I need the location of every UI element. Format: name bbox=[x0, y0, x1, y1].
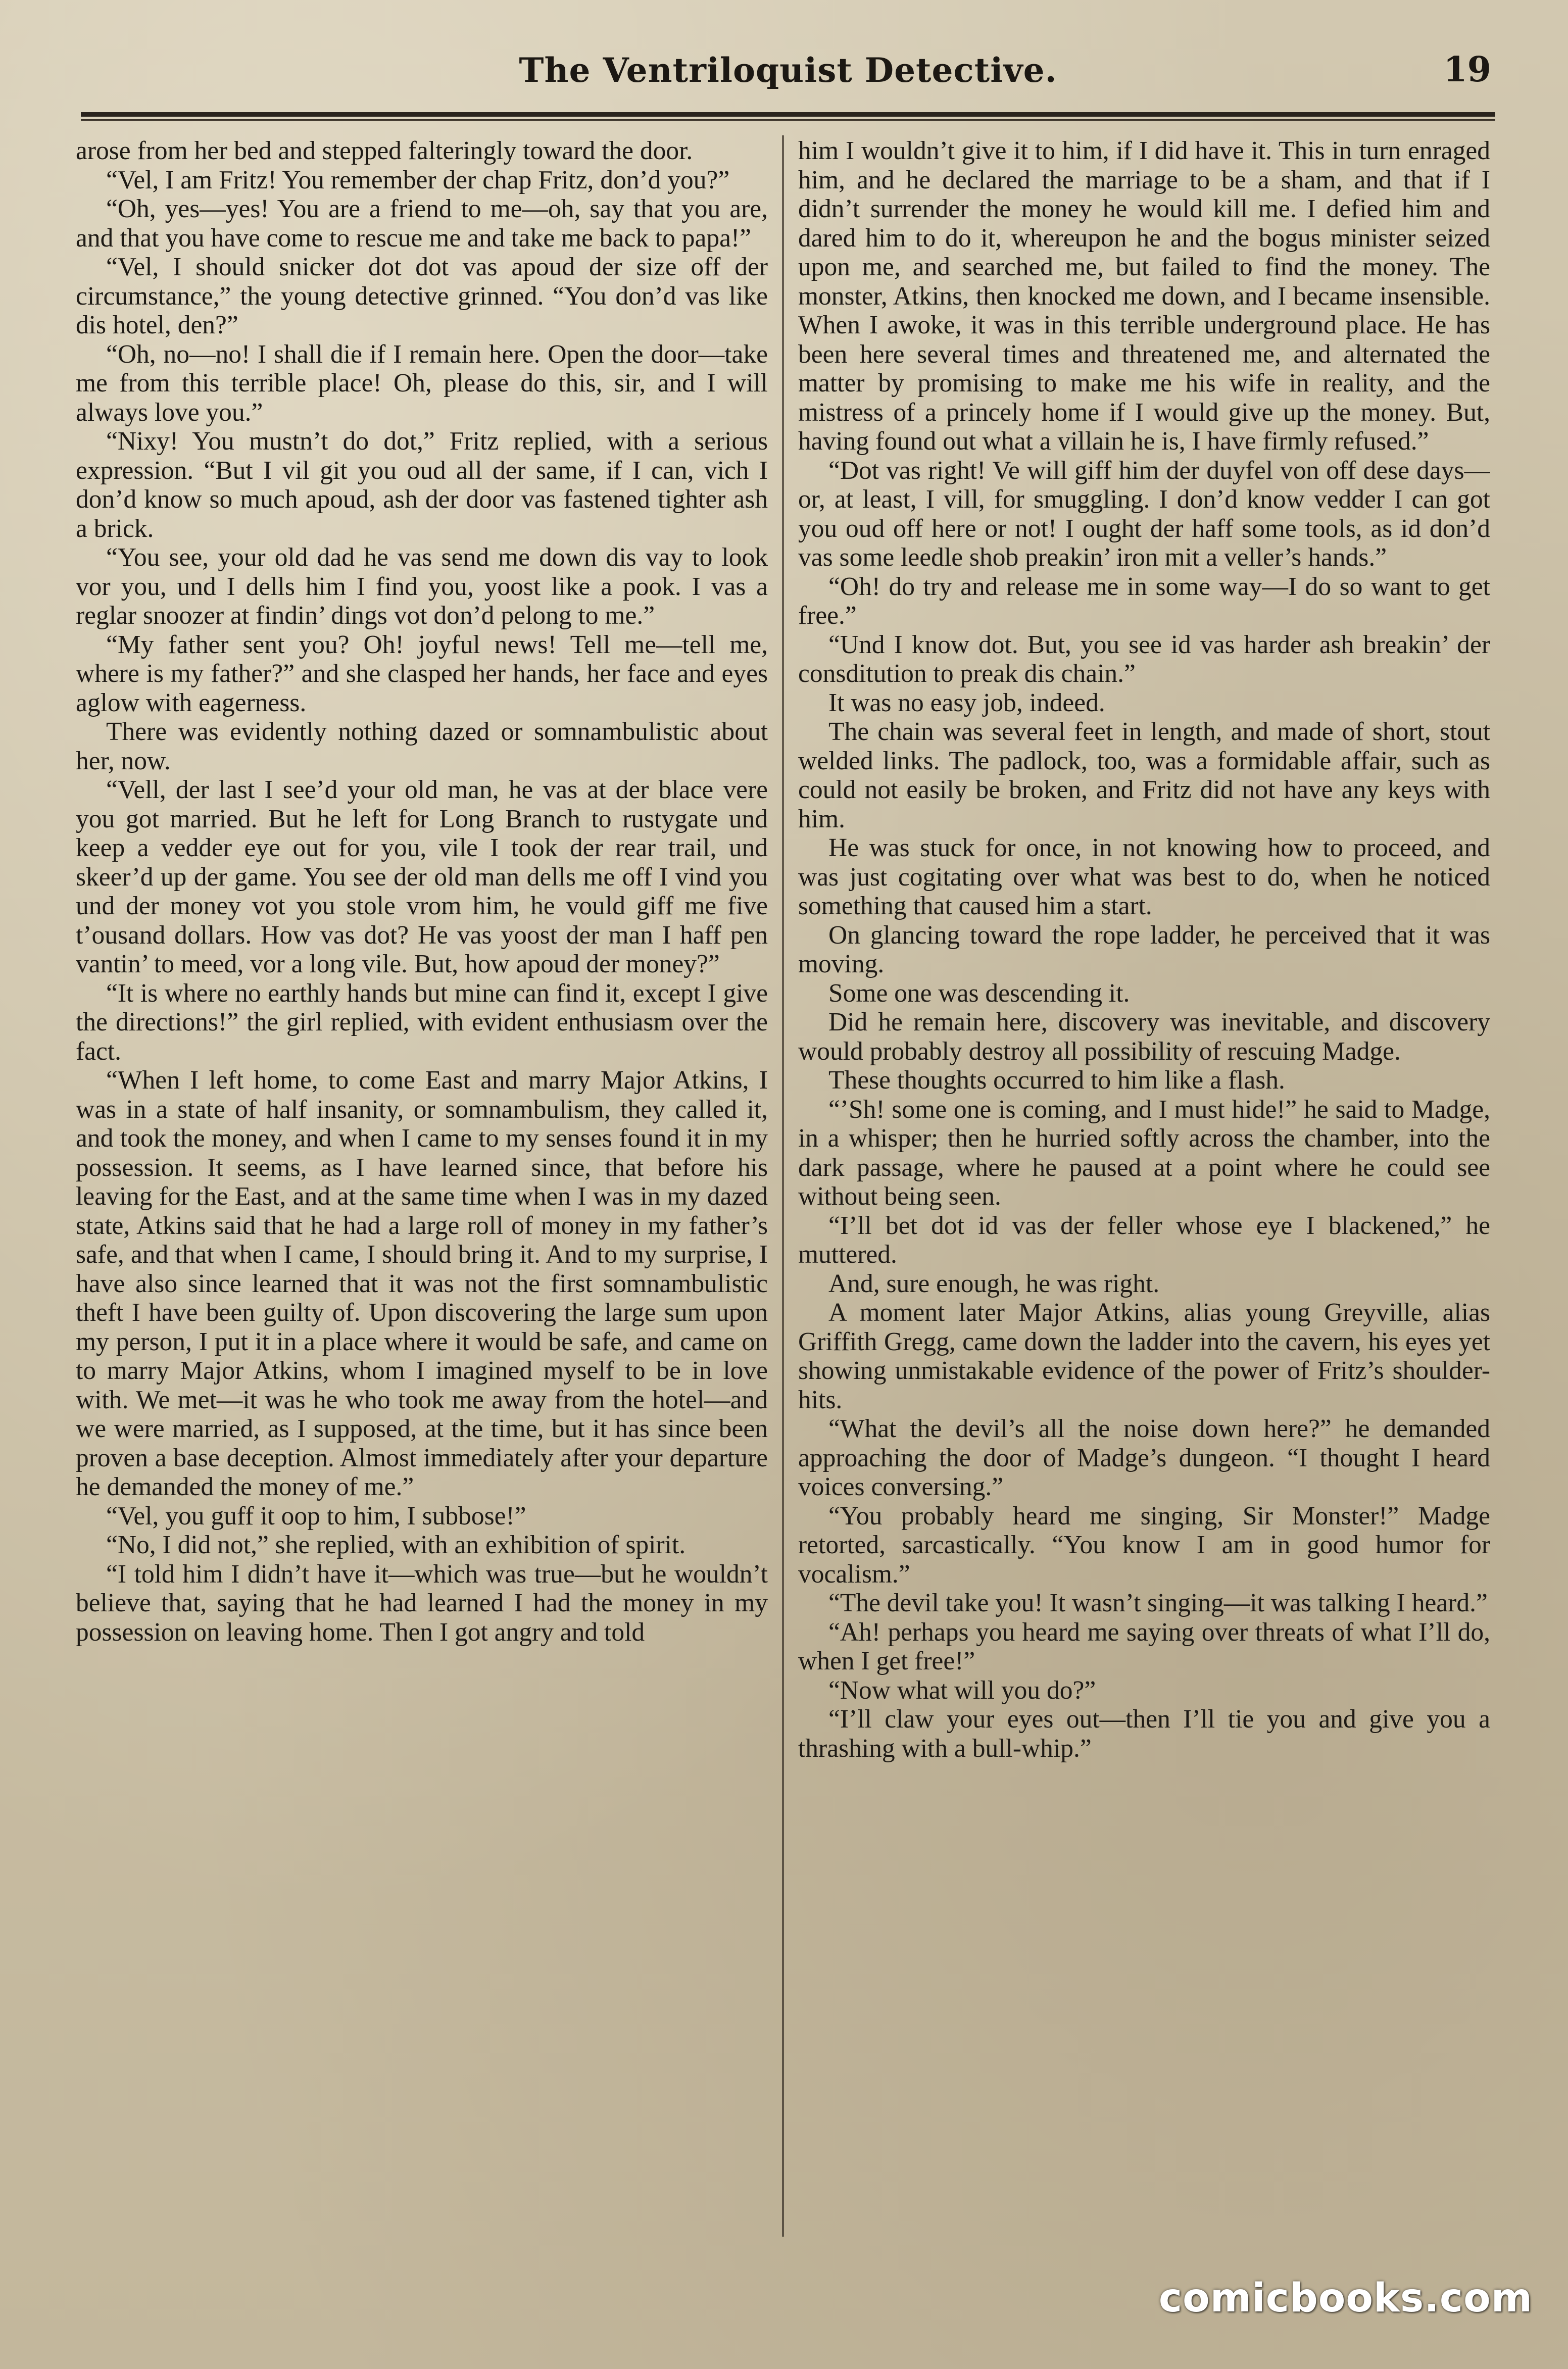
paragraph: The chain was several feet in length, and made of short, stout welded links. The padlock, too, was a formidable affair, such as could not easily be broken, and Fritz did not have any keys with him. bbox=[798, 717, 1490, 833]
paragraph: “When I left home, to come East and marry Major Atkins, I was in a state of half insanity, or somnambulism, they called it, and took the money, and when I came to my senses found it in my possession. It seems, as I have learned since, that before his leaving for the East, and at the same time when I was in my dazed state, Atkins said that he had a large roll of money in my father’s safe, and that when I came, I should bring it. And to my surprise, I have also since learned that it was not the first somnambulistic theft I have been guilty of. Upon discovering the large sum upon my person, I put it in a place where it would be safe, and came on to marry Major Atkins, whom I imagined myself to be in love with. We met—it was he who took me away from the hotel—and we were married, as I supposed, at the time, but it has since been proven a base deception. Almost immediately after your departure he demanded the money of me.” bbox=[76, 1066, 768, 1501]
paragraph: “Nixy! You mustn’t do dot,” Fritz replied, with a serious expression. “But I vil git you oud all der same, if I can, vich I don’d know so much apoud, ash der door vas fastened tighter ash a brick. bbox=[76, 427, 768, 543]
paragraph: “Oh! do try and release me in some way—I do so want to get free.” bbox=[798, 572, 1490, 630]
paragraph: “’Sh! some one is coming, and I must hide!” he said to Madge, in a whisper; then he hurried softly across the chamber, into the dark passage, where he paused at a point where he could see without being seen. bbox=[798, 1095, 1490, 1211]
paragraph: “Oh, no—no! I shall die if I remain here. Open the door—take me from this terrible place! Oh, please do this, sir, and I will always love you.” bbox=[76, 339, 768, 427]
paragraph: “I told him I didn’t have it—which was true—but he wouldn’t believe that, saying that he had learned I had the money in my possession on leaving home. Then I got angry and told bbox=[76, 1559, 768, 1647]
running-header bbox=[81, 45, 1495, 111]
paragraph: “The devil take you! It wasn’t singing—it was talking I heard.” bbox=[828, 1589, 1488, 1617]
paragraph: “It is where no earthly hands but mine can find it, except I give the directions!” the girl replied, with evident enthusiasm over the fact. bbox=[76, 978, 768, 1066]
paragraph: “My father sent you? Oh! joyful news! Tell me—tell me, where is my father?” and she clasped her hands, her face and eyes aglow with eagerness. bbox=[76, 630, 768, 717]
paragraph: These thoughts occurred to him like a flash. bbox=[828, 1066, 1285, 1095]
paragraph: “What the devil’s all the noise down here?” he demanded approaching the door of Madge’s dungeon. “I thought I heard voices conversing.” bbox=[798, 1414, 1490, 1501]
paragraph: “You see, your old dad he vas send me down dis vay to look vor you, und I dells him I find you, yoost like a pook. I vas a reglar snoozer at findin’ dings vot don’d pelong to me.” bbox=[76, 543, 768, 630]
paragraph: “I’ll claw your eyes out—then I’ll tie you and give you a thrashing with a bull-whip.” bbox=[798, 1705, 1490, 1763]
paragraph: “Vell, der last I see’d your old man, he vas at der blace vere you got married. But he left for Long Branch to rustygate und keep a vedder eye out for you, vile I took der rear trail, und skeer’d up der game. You see der old man dells me off I vind you und der money vot you stole vrom him, he vould giff me five t’ousand dollars. How vas dot? He vas yoost der man I haff pen vantin’ to meed, vor a long vile. But, how apoud der money?” bbox=[76, 775, 768, 978]
paragraph: “Und I know dot. But, you see id vas harder ash breakin’ der consditution to preak dis chain.” bbox=[798, 630, 1490, 688]
paragraph: It was no easy job, indeed. bbox=[828, 688, 1105, 717]
paragraph: “Vel, I am Fritz! You remember der chap Fritz, don’d you?” bbox=[106, 165, 730, 194]
paragraph: “Vel, you guff it oop to him, I subbose!” bbox=[106, 1501, 526, 1531]
paragraph: Some one was descending it. bbox=[828, 978, 1130, 1008]
paragraph: “Now what will you do?” bbox=[828, 1675, 1096, 1705]
left-column bbox=[76, 136, 768, 2238]
column-divider bbox=[782, 135, 784, 2237]
paragraph: Did he remain here, discovery was inevitable, and discovery would probably destroy all possibility of rescuing Madge. bbox=[798, 1008, 1490, 1066]
running-title: The Ventriloquist Detective. bbox=[519, 51, 1057, 90]
paragraph: “You probably heard me singing, Sir Monster!” Madge retorted, sarcastically. “You know I am in good humor for vocalism.” bbox=[798, 1501, 1490, 1589]
paragraph: “I’ll bet dot id vas der feller whose eye I blackened,” he muttered. bbox=[798, 1211, 1490, 1269]
paragraph: arose from her bed and stepped falteringly toward the door. bbox=[76, 136, 693, 165]
header-rule bbox=[81, 112, 1495, 117]
paragraph: “Vel, I should snicker dot dot vas apoud der size off der circumstance,” the young detective grinned. “You don’d vas like dis hotel, den?” bbox=[76, 253, 768, 339]
paragraph: “No, I did not,” she replied, with an exhibition of spirit. bbox=[106, 1531, 686, 1559]
header-rule-thin bbox=[81, 119, 1495, 121]
paragraph: There was evidently nothing dazed or somnambulistic about her, now. bbox=[76, 717, 768, 775]
paragraph: And, sure enough, he was right. bbox=[828, 1269, 1160, 1298]
paragraph: him I wouldn’t give it to him, if I did have it. This in turn enraged him, and he declared the marriage to be a sham, and that if I didn’t surrender the money he would kill me. I defied him and dared him to do it, whereupon he and the bogus minister seized upon me, and searched me, but failed to find the money. The monster, Atkins, then knocked me down, and I became insensible. When I awoke, it was in this terrible underground place. He has been here several times and threatened me, and alternated the matter by promising to make me his wife in reality, and the mistress of a princely home if I would give up the money. But, having found out what a villain he is, I have firmly refused.” bbox=[798, 136, 1490, 456]
page-number: 19 bbox=[1443, 50, 1491, 90]
paragraph: “Oh, yes—yes! You are a friend to me—oh, say that you are, and that you have come to rescue me and take me back to papa!” bbox=[76, 194, 768, 253]
paragraph: “Ah! perhaps you heard me saying over threats of what I’ll do, when I get free!” bbox=[798, 1617, 1490, 1675]
paragraph: He was stuck for once, in not knowing how to proceed, and was just cogitating over what was best to do, when he noticed something that caused him a start. bbox=[798, 833, 1490, 920]
paragraph: On glancing toward the rope ladder, he perceived that it was moving. bbox=[798, 920, 1490, 978]
right-column bbox=[798, 136, 1490, 2238]
watermark: comicbooks.com bbox=[1158, 2276, 1533, 2321]
paragraph: “Dot vas right! Ve will giff him der duyfel von off dese days—or, at least, I vill, for smuggling. I don’d know vedder I can got you oud off here or not! I ought der haff some tools, as id don’d vas some leedle shob preakin’ iron mit a veller’s hands.” bbox=[798, 456, 1490, 572]
paragraph: A moment later Major Atkins, alias young Greyville, alias Griffith Gregg, came down the ladder into the cavern, his eyes yet showing unmistakable evidence of the power of Fritz’s shoulder-hits. bbox=[798, 1298, 1490, 1414]
